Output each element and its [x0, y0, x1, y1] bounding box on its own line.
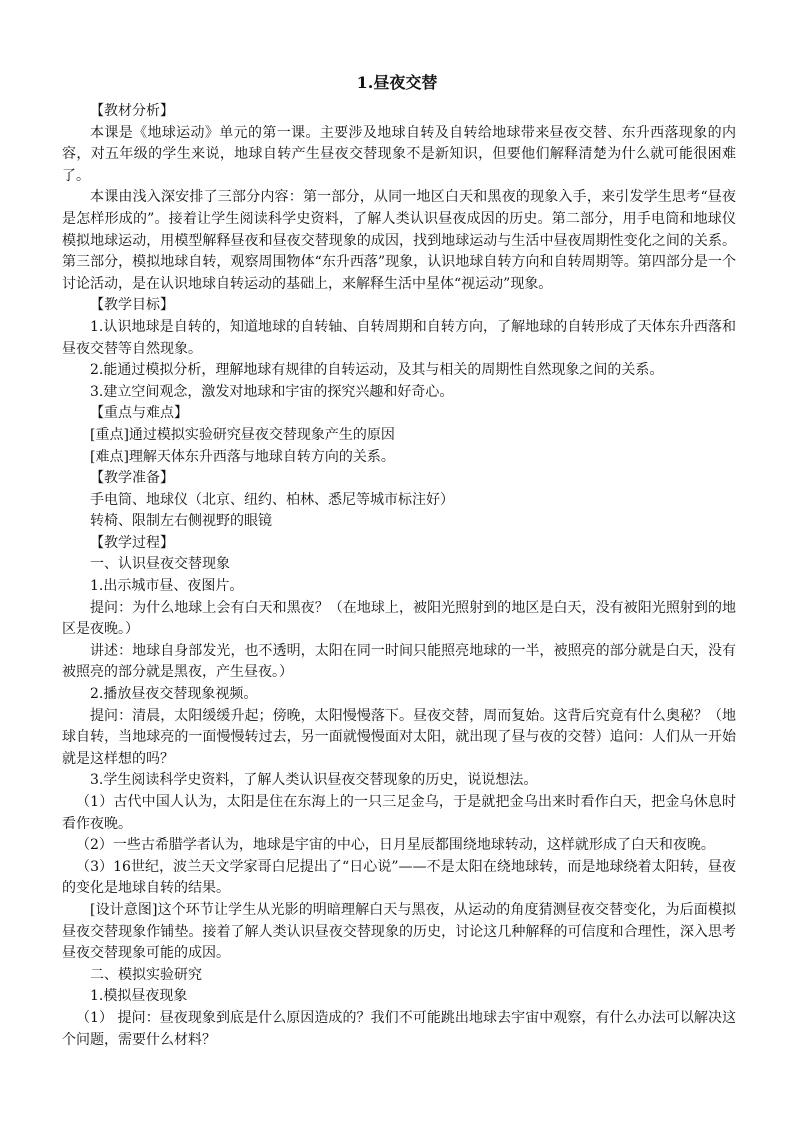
step: 2.播放昼夜交替现象视频。 [90, 686, 258, 703]
question-paragraph: 提问：为什么地球上会有白天和黑夜？（在地球上，被阳光照射到的地区是白天，没有被阳光照射到的地区是夜晚。） [62, 599, 736, 638]
step: 3.学生阅读科学史资料，了解人类认识昼夜交替现象的历史，说说想法。 [90, 772, 538, 789]
question-paragraph: （1） 提问：昼夜现象到底是什么原因造成的？我们不可能跳出地球去宇宙中观察，有什么办法可以解决这个问题，需要什么材料？ [62, 1009, 736, 1048]
explanation-paragraph: 讲述：地球自身部发光，也不透明，太阳在同一时间只能照亮地球的一半，被照亮的部分就是白天，没有被照亮的部分就是黑夜，产生昼夜。） [62, 642, 736, 681]
goal-item: 3.建立空间观念，激发对地球和宇宙的探究兴趣和好奇心。 [90, 383, 454, 400]
part-heading: 二、模拟实验研究 [90, 966, 202, 983]
material-line: 转椅、限制左右侧视野的眼镜 [90, 513, 272, 530]
section-heading-goals: 【教学目标】 [90, 297, 174, 314]
step: 1.模拟昼夜现象 [90, 988, 188, 1005]
section-heading-prep: 【教学准备】 [90, 470, 174, 487]
key-point: [重点]通过模拟实验研究昼夜交替现象产生的原因 [90, 426, 395, 443]
design-intent: [设计意图]这个环节让学生从光影的明暗理解白天与黑夜，从运动的角度猜测昼夜交替变化，为后面模拟昼夜交替现象作铺垫。接着了解人类认识昼夜交替现象的历史，讨论这几种解释的可信度和合理性，深入思考昼夜交替现象可能的成因。 [62, 901, 736, 962]
material-line: 手电筒、地球仪（北京、纽约、柏林、悉尼等城市标注好） [90, 491, 454, 508]
goal-item: 2.能通过模拟分析，理解地球有规律的自转运动，及其与相关的周期性自然现象之间的关系。 [90, 362, 664, 379]
history-item: （3）16世纪，波兰天文学家哥白尼提出了“日心说”——不是太阳在绕地球转，而是地球绕着太阳转，昼夜的变化是地球自转的结果。 [62, 858, 736, 897]
question-paragraph: 提问：清晨，太阳缓缓升起；傍晚，太阳慢慢落下。昼夜交替，周而复始。这背后究竟有什么奥秘？（地球自转，当地球亮的一面慢慢转过去，另一面就慢慢面对太阳，就出现了昼与夜的交替）追问：人们从一开始就是这样想的吗？ [62, 707, 736, 767]
paragraph: 本课由浅入深安排了三部分内容：第一部分，从同一地区白天和黑夜的现象入手，来引发学生思考“昼夜是怎样形成的”。接着让学生阅读科学史资料，了解人类认识昼夜成因的历史。第二部分，用手电筒和地球仪模拟地球运动，用模型解释昼夜和昼夜交替现象的成因，找到地球运动与生活中昼夜周期性变化之间的关系。第三部分，模拟地球自转，观察周围物体“东升西落”现象，认识地球自转方向和自转周期等。第四部分是一个讨论活动，是在认识地球自转运动的基础上，来解释生活中星体“视运动”现象。 [62, 189, 736, 292]
part-heading: 一、认识昼夜交替现象 [90, 556, 230, 573]
history-item: （1）古代中国人认为，太阳是住在东海上的一只三足金乌，于是就把金乌出来时看作白天，把金乌休息时看作夜晚。 [62, 794, 736, 832]
section-heading-analysis: 【教材分析】 [90, 103, 174, 119]
section-heading-process: 【教学过程】 [90, 534, 174, 551]
difficulty-point: [难点]理解天体东升西落与地球自转方向的关系。 [90, 448, 395, 465]
history-item: （2）一些古希腊学者认为，地球是宇宙的中心，日月星辰都围绕地球转动，这样就形成了白天和夜晚。 [76, 837, 715, 854]
step: 1.出示城市昼、夜图片。 [90, 578, 244, 595]
paragraph: 本课是《地球运动》单元的第一课。主要涉及地球自转及自转给地球带来昼夜交替、东升西落现象的内容，对五年级的学生来说，地球自转产生昼夜交替现象不是新知识，但要他们解释清楚为什么就可能很困难了。 [62, 124, 736, 184]
section-heading-keypoints: 【重点与难点】 [90, 405, 188, 422]
goal-item: 1.认识地球是自转的，知道地球的自转轴、自转周期和自转方向，了解地球的自转形成了天体东升西落和昼夜交替等自然现象。 [62, 318, 736, 357]
page-title: 1.昼夜交替 [356, 73, 438, 92]
document-body [62, 101, 736, 1051]
